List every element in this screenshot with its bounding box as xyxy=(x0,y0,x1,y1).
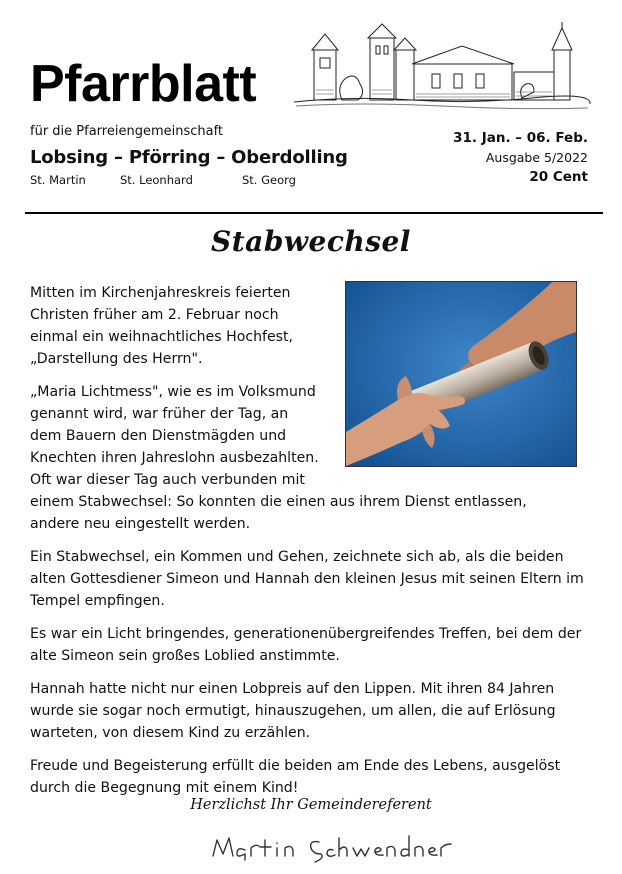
saint-leonhard-label: St. Leonhard xyxy=(120,173,193,187)
paragraph-2-line: „Maria Lichtmess", wie es im Volksmund xyxy=(30,384,316,400)
saint-martin-label: St. Martin xyxy=(30,173,86,187)
paragraph-2-line: dem Bauern den Dienstmägden und xyxy=(30,428,287,444)
paragraph-4: Es war ein Licht bringendes, generationenübergreifendes Treffen, bei dem der alte Simeon sein großes Loblied anstimmte. xyxy=(30,626,582,664)
masthead-subtitle: für die Pfarreiengemeinschaft xyxy=(30,124,224,139)
paragraph-2-line: einem Stabwechsel: So konnten die einen aus ihrem Dienst entlassen, xyxy=(30,494,527,510)
signature-martin-schwendner xyxy=(205,820,455,868)
article-body xyxy=(30,282,596,810)
date-range: 31. Jan. – 06. Feb. xyxy=(453,130,588,146)
paragraph-2-line: genannt wird, war früher der Tag, an xyxy=(30,406,289,422)
paragraph-3: Ein Stabwechsel, ein Kommen und Gehen, zeichnete sich ab, als die beiden alten Gottesdiener Simeon und Hannah den kleinen Jesus mit seinen Eltern im Tempel empfingen. xyxy=(30,549,584,609)
saint-georg-label: St. Georg xyxy=(242,173,296,187)
header-divider xyxy=(25,212,603,214)
paragraph-2 xyxy=(30,381,596,535)
paragraph-5: Hannah hatte nicht nur einen Lobpreis auf den Lippen. Mit ihren 84 Jahren wurde sie sogar noch ermutigt, hinauszugehen, um allen, die auf Erlösung warteten, von diesem Kind zu erzählen. xyxy=(30,681,556,741)
masthead-title: Pfarrblatt xyxy=(30,55,257,113)
article-headline: Stabwechsel xyxy=(211,225,411,258)
price-label: 20 Cent xyxy=(529,169,588,185)
closing-line: Herzlichst Ihr Gemeindereferent xyxy=(190,797,432,813)
parish-names: Lobsing – Pförring – Oberdolling xyxy=(30,147,348,168)
church-sketch-icon xyxy=(292,20,592,112)
issue-number: Ausgabe 5/2022 xyxy=(485,150,588,165)
paragraph-6: Freude und Begeisterung erfüllt die beiden am Ende des Lebens, ausgelöst durch die Begegnung mit einem Kind! xyxy=(30,758,561,796)
paragraph-2-line: andere neu eingestellt werden. xyxy=(30,516,251,532)
paragraph-2-line: Oft war dieser Tag auch verbunden mit xyxy=(30,472,305,488)
paragraph-2-line: Knechten ihren Jahreslohn ausbezahlten. xyxy=(30,450,319,466)
paragraph-1: Mitten im Kirchenjahreskreis feierten Christen früher am 2. Februar noch einmal ein weihnachtliches Hochfest, „Darstellung des Herrn". xyxy=(30,285,293,367)
